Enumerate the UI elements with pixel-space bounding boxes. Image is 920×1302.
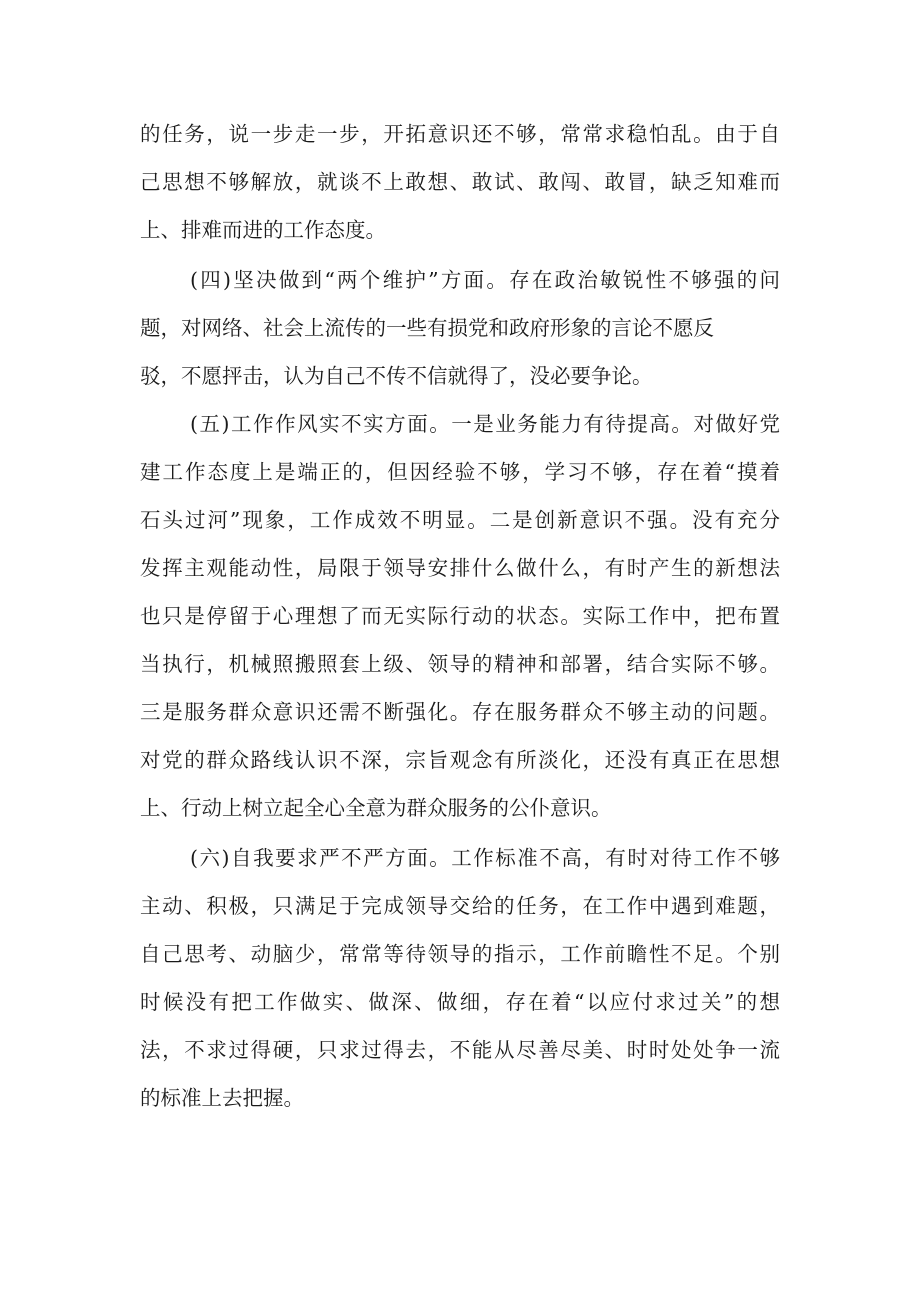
- text-line: 自己思考、动脑少，常常等待领导的指示，工作前瞻性不足。个别: [140, 942, 780, 966]
- text-line: 法，不求过得硬，只求过得去，不能从尽善尽美、时时处处争一流: [140, 1038, 780, 1062]
- text-line: 的任务，说一步走一步，开拓意识还不够，常常求稳怕乱。由于自: [140, 122, 780, 146]
- text-line: 三是服务群众意识还需不断强化。存在服务群众不够主动的问题。: [140, 700, 780, 724]
- text-line: (五)工作作风实不实方面。一是业务能力有待提高。对做好党: [190, 412, 780, 436]
- text-line: (四)坚决做到“两个维护”方面。存在政治敏锐性不够强的问: [190, 268, 780, 292]
- text-line: 主动、积极，只满足于完成领导交给的任务，在工作中遇到难题，: [140, 894, 780, 918]
- text-line: 也只是停留于心理想了而无实际行动的状态。实际工作中，把布置: [140, 604, 780, 628]
- text-line: 当执行，机械照搬照套上级、领导的精神和部署，结合实际不够。: [140, 652, 780, 676]
- text-line: 的标准上去把握。: [140, 1086, 304, 1110]
- text-line: 时候没有把工作做实、做深、做细，存在着“以应付求过关”的想: [140, 990, 780, 1014]
- text-line: 上、行动上树立起全心全意为群众服务的公仆意识。: [140, 796, 612, 820]
- text-line: 发挥主观能动性，局限于领导安排什么做什么，有时产生的新想法: [140, 556, 780, 580]
- text-line: (六)自我要求严不严方面。工作标准不高，有时对待工作不够: [190, 846, 780, 870]
- text-line: 建工作态度上是端正的，但因经验不够，学习不够，存在着“摸着: [140, 460, 780, 484]
- text-line: 己思想不够解放，就谈不上敢想、敢试、敢闯、敢冒，缺乏知难而: [140, 170, 780, 194]
- text-line: 驳，不愿抨击，认为自己不传不信就得了，没必要争论。: [140, 364, 653, 388]
- text-line: 石头过河”现象，工作成效不明显。二是创新意识不强。没有充分: [140, 508, 780, 532]
- text-line: 题，对网络、社会上流传的一些有损党和政府形象的言论不愿反: [140, 316, 714, 340]
- text-line: 对党的群众路线认识不深，宗旨观念有所淡化，还没有真正在思想: [140, 748, 780, 772]
- text-line: 上、排难而进的工作态度。: [140, 218, 386, 242]
